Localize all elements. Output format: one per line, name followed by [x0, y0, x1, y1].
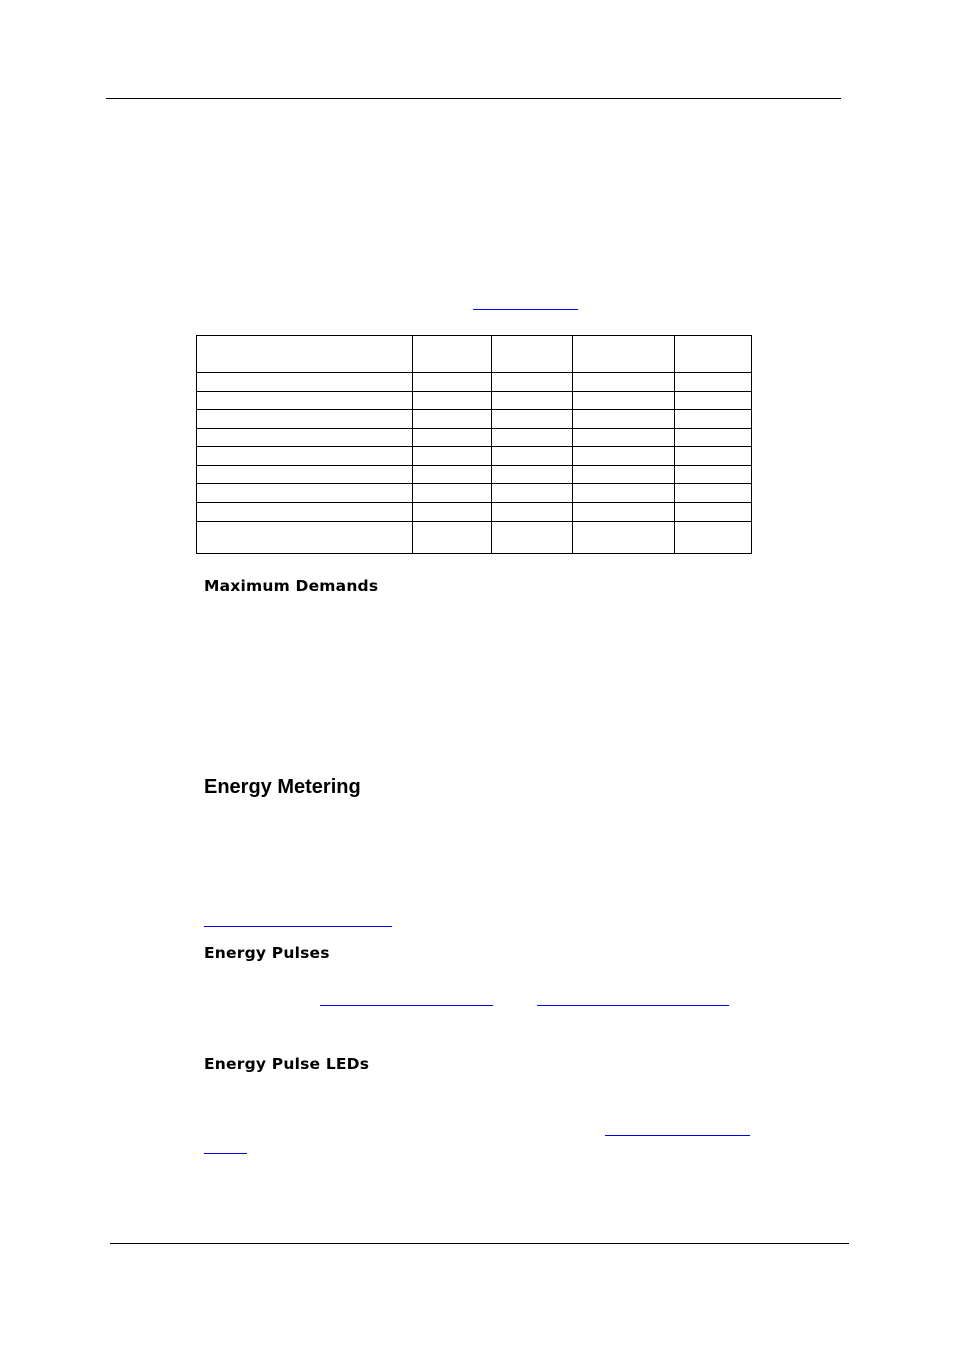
table-cell — [197, 410, 413, 429]
table-cell — [492, 503, 573, 522]
table-cell — [197, 466, 413, 484]
table-cell — [573, 466, 675, 484]
table-cell — [492, 429, 573, 447]
table-cell — [492, 466, 573, 484]
section-heading-energy-pulse-leds: Energy Pulse LEDs — [204, 1055, 370, 1073]
table-cell — [675, 484, 752, 503]
table-cell — [675, 373, 752, 392]
table-cell — [197, 373, 413, 392]
table-cell — [492, 392, 573, 410]
table-cell — [492, 447, 573, 466]
table-row — [197, 373, 752, 392]
hyperlink-underline[interactable] — [473, 309, 578, 310]
hyperlink-underline[interactable] — [320, 1005, 493, 1006]
table-row — [197, 429, 752, 447]
table-header-cell — [413, 336, 492, 373]
header-rule — [106, 98, 841, 99]
table-cell — [492, 410, 573, 429]
table-cell — [573, 392, 675, 410]
table-row — [197, 466, 752, 484]
table-cell — [573, 484, 675, 503]
table-header-cell — [675, 336, 752, 373]
table-cell — [197, 484, 413, 503]
table-cell — [413, 447, 492, 466]
footer-rule — [110, 1243, 849, 1244]
table-cell — [675, 429, 752, 447]
table-cell — [675, 447, 752, 466]
table-cell — [413, 410, 492, 429]
section-heading-energy-metering: Energy Metering — [204, 776, 361, 798]
table-cell — [413, 373, 492, 392]
table-row — [197, 522, 752, 554]
table-cell — [675, 466, 752, 484]
table-cell — [573, 410, 675, 429]
table-cell — [197, 522, 413, 554]
table-cell — [675, 503, 752, 522]
hyperlink-underline[interactable] — [204, 926, 392, 927]
table-row — [197, 392, 752, 410]
table-cell — [573, 522, 675, 554]
table-row — [197, 410, 752, 429]
hyperlink-underline[interactable] — [537, 1005, 729, 1006]
table-cell — [413, 503, 492, 522]
table-cell — [413, 522, 492, 554]
section-heading-maximum-demands: Maximum Demands — [204, 577, 379, 595]
table-header-cell — [197, 336, 413, 373]
table-header-row — [197, 336, 752, 373]
table-cell — [492, 522, 573, 554]
table-cell — [413, 392, 492, 410]
table-cell — [675, 410, 752, 429]
table-body — [197, 336, 752, 554]
table-cell — [413, 484, 492, 503]
table-header-cell — [492, 336, 573, 373]
table-cell — [197, 392, 413, 410]
hyperlink-underline[interactable] — [605, 1135, 750, 1136]
table-header-cell — [573, 336, 675, 373]
table-cell — [492, 484, 573, 503]
table-row — [197, 503, 752, 522]
table-cell — [573, 503, 675, 522]
table-cell — [573, 373, 675, 392]
table-cell — [492, 373, 573, 392]
table-cell — [197, 447, 413, 466]
table-row — [197, 484, 752, 503]
table-cell — [413, 429, 492, 447]
section-heading-energy-pulses: Energy Pulses — [204, 944, 330, 962]
table-cell — [573, 429, 675, 447]
table-cell — [573, 447, 675, 466]
table-cell — [675, 392, 752, 410]
hyperlink-underline[interactable] — [204, 1153, 247, 1154]
table-cell — [413, 466, 492, 484]
table-cell — [197, 429, 413, 447]
table-cell — [197, 503, 413, 522]
table-row — [197, 447, 752, 466]
data-table — [196, 335, 752, 554]
table-cell — [675, 522, 752, 554]
